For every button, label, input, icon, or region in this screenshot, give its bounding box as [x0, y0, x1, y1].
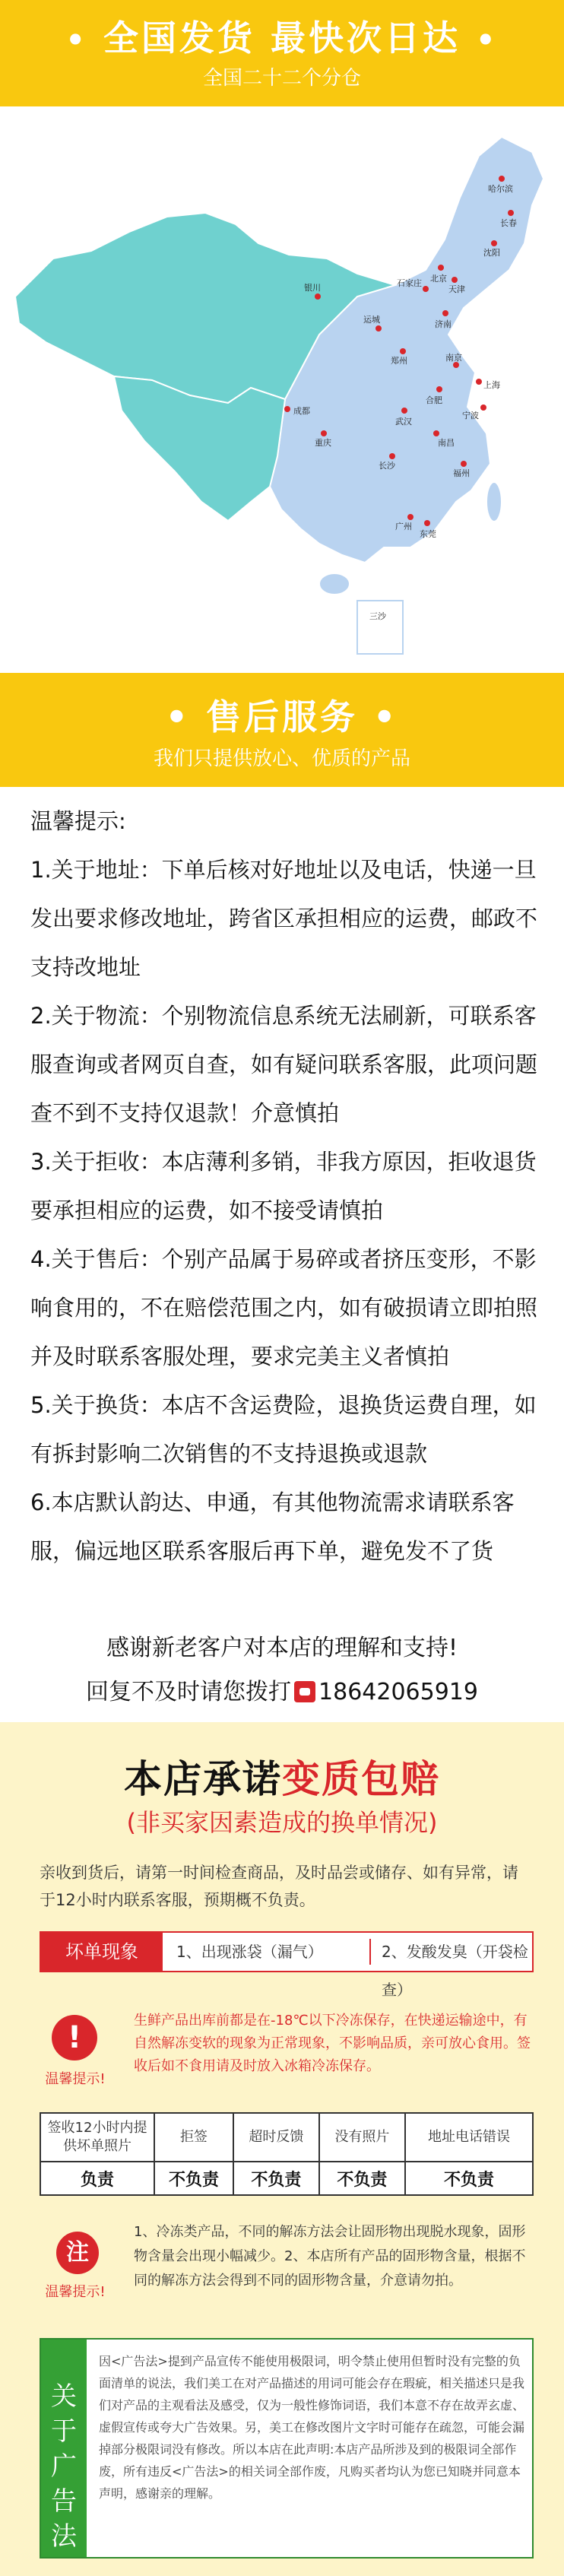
city-sansha: [369, 611, 387, 621]
notice-item: 5.关于换货：本店不含运费险，退换货运费自理，如有拆封影响二次销售的不支持退换或退款: [30, 1392, 537, 1467]
notice-item: 2.关于物流：个别物流信息系统无法刷新，可联系客服查询或者网页自查，如有疑问联系客服，此项问题查不到不支持仅退款！介意慎拍: [30, 1003, 538, 1126]
svg-text:宁波: 宁波: [462, 411, 479, 420]
map-south-sea-box: [357, 601, 403, 654]
bad-order-label: 坏单现象: [41, 1933, 163, 1971]
thanks-text: 感谢新老客户对本店的理解和支持!: [106, 1635, 458, 1661]
promise-intro: 亲收到货后，请第一时间检查商品，及时品尝或储存、如有异常，请于12小时内联系客服，预期概不负责。: [40, 1864, 518, 1909]
svg-text:哈尔滨: 哈尔滨: [488, 184, 513, 194]
map-island-taiwan: [486, 482, 502, 522]
ad-law-text: 因<广告法>提到产品宣传不能使用极限词，明令禁止使用但暂时没有完整的负面清单的说法，我们美工在对产品描述的用词可能会存在瑕疵，相关描述只是我们对产品的主观看法及感受，仅为一般性修饰词语，我们本意不存在故弄玄虚、虚假宣传或夸大广告效果。另，美工在修改图片文字时可能存在疏忽，可能会漏掉部分极限词没有修改。所以本店在此声明:本店产品所涉及到的极限词全部作废，所有违反<广告法>的相关词全部作废，凡购买者均认为您已知晓并同意本声明，感谢亲的理解。: [99, 2354, 525, 2501]
svg-text:济南: 济南: [435, 319, 452, 329]
warn-text: 生鲜产品出库前都是在-18℃以下冷冻保存，在快递运输途中，有自然解冻变软的现象为正常现象，不影响品质，亲可放心食用。签收后如不食用请及时放入冰箱冷冻保存。: [134, 2013, 531, 2074]
table-cell: 不负责: [233, 2162, 319, 2195]
svg-text:南京: 南京: [445, 353, 462, 363]
promise-title-black: 本店承诺: [124, 1757, 282, 1801]
reply-prefix: 回复不及时请您拨打: [86, 1679, 292, 1705]
svg-text:郑州: 郑州: [391, 356, 407, 366]
map-territory-southwest: [114, 376, 285, 521]
svg-text:长春: 长春: [500, 218, 517, 228]
divider: [369, 1939, 371, 1965]
shipping-subtitle: 全国二十二个分仓: [202, 67, 361, 90]
svg-text:福州: 福州: [453, 468, 470, 478]
china-map-graphic: [0, 106, 564, 673]
responsibility-table: [40, 2112, 534, 2196]
svg-text:沈阳: 沈阳: [483, 248, 500, 258]
bad-order-item: 2、发酸发臭（开袋检查）: [382, 1943, 528, 1999]
notice-item: 6.本店默认韵达、申通，有其他物流需求请联系客服，偏远地区联系客服后再下单，避免发不了货: [30, 1489, 515, 1564]
city-shanghai: [476, 379, 500, 390]
notice-item: 4.关于售后：个别产品属于易碎或者挤压变形，不影响食用的，不在赔偿范围之内，如有破损请立即拍照并及时联系客服处理，要求完美主义者慎拍: [30, 1246, 538, 1369]
table-header-row: [40, 2113, 533, 2162]
table-header-cell: 签收12小时内提供坏单照片: [40, 2113, 154, 2162]
bad-order-item: 1、出现涨袋（漏气）: [176, 1943, 323, 1961]
service-title-text: 售后服务: [206, 696, 358, 738]
ad-law-box: [40, 2338, 534, 2559]
service-subtitle: 我们只提供放心、优质的产品: [153, 747, 410, 770]
svg-text:天津: 天津: [448, 284, 465, 294]
table-header-cell: 超时反馈: [233, 2113, 319, 2162]
note-label: 温馨提示!: [45, 2284, 106, 2300]
phone-number[interactable]: 18642065919: [318, 1679, 478, 1705]
ad-law-title: 关于广告法: [41, 2340, 87, 2557]
note-text: 1、冷冻类产品，不同的解冻方法会让固形物出现脱水现象，固形物含量会出现小幅减少。2、本店所有产品的固形物含量，根据不同的解冻方法会得到不同的固形物含量，介意请勿拍。: [134, 2224, 526, 2289]
map-island-hainan: [319, 573, 350, 595]
svg-text:成都: 成都: [293, 406, 310, 416]
title-dot-right: •: [476, 23, 499, 59]
table-cell: 不负责: [405, 2162, 533, 2195]
shipping-title: [0, 11, 564, 61]
title-dot-left: •: [165, 696, 191, 738]
shipping-banner: [0, 0, 564, 106]
table-row: [40, 2162, 533, 2195]
svg-text:南昌: 南昌: [438, 438, 455, 448]
exclamation-icon: !: [52, 2015, 97, 2060]
table-header-cell: 没有照片: [319, 2113, 405, 2162]
title-dot-right: •: [373, 696, 399, 738]
svg-text:银川: 银川: [304, 283, 321, 293]
bad-order-row: [40, 1931, 534, 1999]
table-header-cell: 拒签: [154, 2113, 233, 2162]
service-banner: [0, 673, 564, 787]
svg-text:运城: 运城: [363, 315, 380, 325]
table-cell: 不负责: [154, 2162, 233, 2195]
promise-subtitle: (非买家因素造成的换单情况): [126, 1808, 438, 1837]
reply-line: [0, 1673, 564, 1706]
warn-label: 温馨提示!: [45, 2071, 106, 2087]
table-cell: 负责: [40, 2162, 154, 2195]
note-icon: 注: [56, 2232, 99, 2274]
title-dot-left: •: [65, 23, 88, 59]
promise-title-red: 变质包赔: [282, 1757, 440, 1801]
phone-icon: [294, 1681, 315, 1702]
svg-text:武汉: 武汉: [395, 417, 412, 427]
svg-text:三沙: 三沙: [369, 611, 386, 621]
svg-text:合肥: 合肥: [426, 395, 442, 405]
svg-text:重庆: 重庆: [315, 438, 331, 448]
table-header-cell: 地址电话错误: [405, 2113, 533, 2162]
promise-title: [0, 1749, 564, 1804]
notice-block: [30, 797, 547, 1575]
svg-text:东莞: 东莞: [420, 529, 436, 539]
svg-text:北京: 北京: [430, 274, 447, 284]
table-cell: 不负责: [319, 2162, 405, 2195]
notice-heading: 温馨提示:: [30, 808, 126, 834]
svg-text:上海: 上海: [483, 380, 500, 390]
china-map: [0, 106, 564, 673]
svg-text:广州: 广州: [395, 522, 412, 531]
svg-text:长沙: 长沙: [379, 461, 395, 471]
service-title: [0, 690, 564, 740]
svg-text:石家庄: 石家庄: [397, 278, 422, 288]
notice-item: 1.关于地址：下单后核对好地址以及电话，快递一旦发出要求修改地址，跨省区承担相应的运费，邮政不支持改地址: [30, 857, 538, 980]
notice-item: 3.关于拒收：本店薄利多销，非我方原因，拒收退货要承担相应的运费，如不接受请慎拍: [30, 1149, 537, 1223]
shipping-title-text: 全国发货 最快次日达: [103, 17, 461, 59]
